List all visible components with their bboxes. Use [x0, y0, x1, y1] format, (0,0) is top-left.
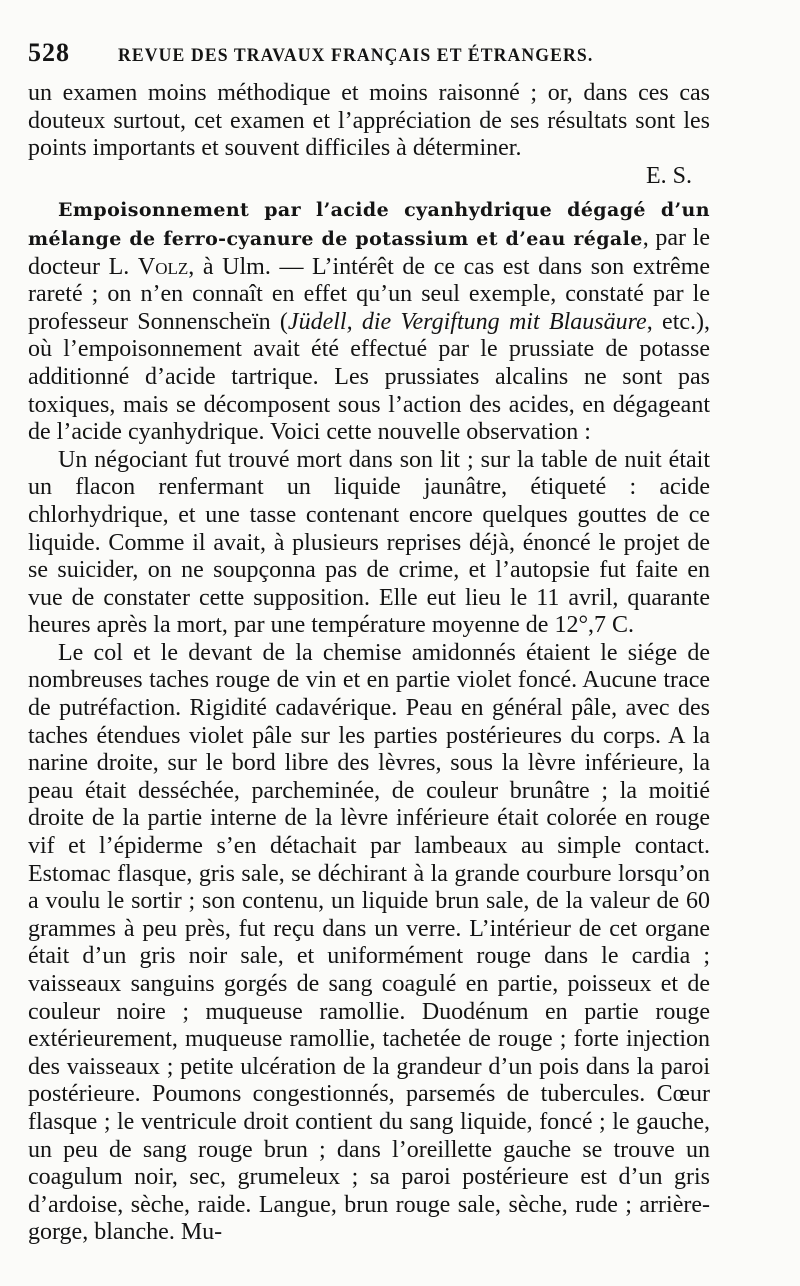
intro-text-part1: , à Ulm. — L’intérêt de ce cas est dans son extrême rareté ; on n’en connaît en effet qu’un seul exemple, constaté par le professeur Sonnenscheïn ( — [28, 253, 711, 335]
page-number: 528 — [28, 38, 70, 67]
body-text — [28, 80, 710, 1247]
author-name: Volz — [137, 253, 189, 280]
author-prefix: , par le docteur L. — [28, 224, 710, 280]
observation-paragraph: Un négociant fut trouvé mort dans son lit ; sur la table de nuit était un flacon renfermant un liquide jaunâtre, étiqueté : acide chlorhydrique, et une tasse contenant encore quelques gouttes de ce liquide. Comme il avait, à plusieurs reprises déjà, énoncé le projet de se suicider, on ne soupçonna pas de crime, et l’autopsie fut faite en vue de constater cette supposition. Elle eut lieu le 11 avril, quarante heures après la mort, par une température moyenne de 12°,7 C. — [28, 446, 710, 639]
previous-article-ending: un examen moins méthodique et moins raisonné ; or, dans ces cas douteux surtout, cet examen et l’appréciation de ses résultats sont les points importants et souvent difficiles à déterminer. — [28, 80, 710, 162]
citation: Jüdell, die Vergiftung mit Blausäure — [287, 308, 647, 335]
article-title: Empoisonnement par l’acide cyanhydrique dégagé d’un mélange de ferro-cyanure de potassium et d’eau régale — [28, 199, 710, 250]
running-header — [28, 38, 710, 74]
autopsy-paragraph: Le col et le devant de la chemise amidonnés étaient le siége de nombreuses taches rouge de vin et en partie violet foncé. Aucune trace de putréfaction. Rigidité cadavérique. Peau en général pâle, avec des taches étendues violet pâle sur les parties postérieures du corps. A la narine droite, sur le bord libre des lèvres, sous la lèvre inférieure, la peau était desséchée, parcheminée, de couleur brunâtre ; la moitié droite de la partie interne de la lèvre inférieure était colorée en rouge vif et l’épiderme s’en détachait par lambeaux au simple contact. Estomac flasque, gris sale, se déchirant à la grande courbure lorsqu’on a voulu le sortir ; son contenu, un liquide brun sale, de la valeur de 60 grammes à peu près, fut reçu dans un verre. L’intérieur de cet organe était d’un gris noir sale, et uniformément rouge dans le cardia ; vaisseaux sanguins gorgés de sang coagulé en partie, poisseux et de couleur noire ; muqueuse ramollie. Duodénum en partie rouge extérieurement, muqueuse ramollie, tachetée de rouge ; forte injection des vaisseaux ; petite ulcération de la grandeur d’un pois dans la paroi postérieure. Poumons congestionnés, parsemés de tubercules. Cœur flasque ; le ventricule droit contient du sang liquide, foncé ; le gauche, un peu de sang rouge brun ; dans l’oreillette gauche se trouve un coagulum noir, sec, grumeleux ; sa paroi postérieure est d’un gris d’ardoise, sèche, raide. Langue, brun rouge sale, sèche, rude ; arrière-gorge, blanche. Mu- — [28, 639, 710, 1246]
previous-article-signature: E. S. — [645, 162, 692, 189]
article-intro-paragraph — [28, 196, 710, 446]
intro-text-part2: , etc.), où l’empoisonnement avait été effectué par le prussiate de potasse additionné d’acide tartrique. Les prussiates alcalins ne sont pas toxiques, mais se décomposent sous l’action des acides, en dégageant de l’acide cyanhydrique. Voici cette nouvelle observation : — [28, 308, 711, 446]
running-title: REVUE DES TRAVAUX FRANÇAIS ET ÉTRANGERS. — [118, 45, 594, 66]
